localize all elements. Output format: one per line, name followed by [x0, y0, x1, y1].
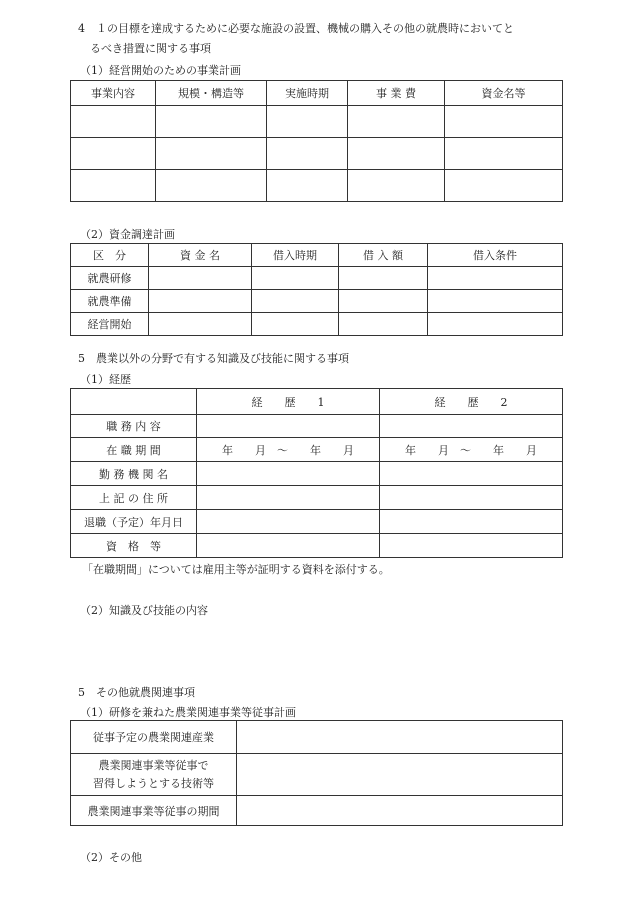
row-label-employment-period: 在 職 期 間 — [71, 438, 197, 462]
table-cell[interactable] — [428, 290, 563, 313]
table-row — [71, 438, 563, 462]
table-cell[interactable] — [445, 138, 563, 170]
table-cell[interactable] — [237, 721, 563, 754]
table-cell[interactable] — [380, 462, 563, 486]
header-category: 区 分 — [71, 244, 149, 267]
row-label-planned-industry: 従事予定の農業関連産業 — [71, 721, 237, 754]
row-label-employer: 勤 務 機 関 名 — [71, 462, 197, 486]
header-implementation-period: 実施時期 — [267, 81, 348, 106]
header-borrow-amount: 借 入 額 — [339, 244, 428, 267]
table-cell[interactable] — [156, 106, 267, 138]
table-cell[interactable] — [380, 510, 563, 534]
related-business-subtitle: （1）研修を兼ねた農業関連事業等従事計画 — [80, 706, 296, 719]
table-row — [71, 721, 563, 754]
table-cell[interactable] — [149, 313, 252, 336]
table-cell[interactable] — [339, 313, 428, 336]
row-label-line: 習得しようとする技術等 — [93, 776, 214, 790]
table-cell[interactable] — [267, 106, 348, 138]
header-business-content: 事業内容 — [71, 81, 156, 106]
header-fund-name: 資金名等 — [445, 81, 563, 106]
table-cell[interactable] — [380, 486, 563, 510]
section4-heading-line1: 4 １の目標を達成するために必要な施設の設置、機械の購入その他の就農時においてと — [78, 22, 514, 35]
header-business-cost: 事 業 費 — [348, 81, 445, 106]
table-row — [71, 486, 563, 510]
header-scale-structure: 規模・構造等 — [156, 81, 267, 106]
row-label-line: 農業関連事業等従事で — [98, 758, 209, 772]
table-cell[interactable] — [348, 106, 445, 138]
table-cell[interactable] — [428, 313, 563, 336]
table-cell[interactable] — [348, 170, 445, 202]
knowledge-subtitle: （2）知識及び技能の内容 — [80, 604, 208, 617]
table-cell[interactable] — [348, 138, 445, 170]
row-label-training: 就農研修 — [71, 267, 149, 290]
table-cell[interactable] — [197, 510, 380, 534]
table-cell[interactable] — [237, 754, 563, 796]
employment-note: 「在職期間」については雇用主等が証明する資料を添付する。 — [82, 563, 390, 576]
related-business-table — [70, 720, 563, 826]
other-subtitle: （2）その他 — [80, 851, 142, 864]
table-cell[interactable] — [156, 170, 267, 202]
section4-heading-line2: るべき措置に関する事項 — [90, 42, 211, 55]
table-row — [71, 290, 563, 313]
table-row — [71, 754, 563, 796]
row-label-preparation: 就農準備 — [71, 290, 149, 313]
header-borrow-conditions: 借入条件 — [428, 244, 563, 267]
period-cell-2[interactable]: 年 月 ～ 年 月 — [380, 438, 563, 462]
table-row — [71, 510, 563, 534]
table-row — [71, 415, 563, 438]
table-row — [71, 534, 563, 558]
career2-header: 経 歴 2 — [380, 389, 563, 415]
row-label-address: 上 記 の 住 所 — [71, 486, 197, 510]
table-cell[interactable] — [71, 170, 156, 202]
table-cell[interactable] — [197, 415, 380, 438]
section5-other-heading: 5 その他就農関連事項 — [78, 686, 195, 699]
career-table — [70, 388, 563, 558]
table-row — [71, 170, 563, 202]
table-cell[interactable] — [197, 486, 380, 510]
period-cell-1[interactable]: 年 月 ～ 年 月 — [197, 438, 380, 462]
table-cell[interactable] — [149, 267, 252, 290]
career1-header: 経 歴 1 — [197, 389, 380, 415]
header-fund-name: 資 金 名 — [149, 244, 252, 267]
table-row — [71, 267, 563, 290]
table-cell[interactable] — [380, 534, 563, 558]
table-row — [71, 313, 563, 336]
row-label-duties: 職 務 内 容 — [71, 415, 197, 438]
table-cell[interactable] — [445, 170, 563, 202]
table-cell[interactable] — [156, 138, 267, 170]
table-cell[interactable] — [149, 290, 252, 313]
plan-subtitle: （1）経営開始のための事業計画 — [80, 64, 241, 77]
row-label-skills-to-learn — [71, 754, 237, 796]
row-label-retirement-date: 退職（予定）年月日 — [71, 510, 197, 534]
table-cell[interactable] — [380, 415, 563, 438]
header-borrow-period: 借入時期 — [252, 244, 339, 267]
fund-subtitle: （2）資金調達計画 — [80, 228, 175, 241]
table-cell[interactable] — [428, 267, 563, 290]
business-plan-table — [70, 80, 563, 202]
table-cell[interactable] — [197, 534, 380, 558]
career-subtitle: （1）経歴 — [80, 373, 131, 386]
table-row — [71, 106, 563, 138]
table-cell[interactable] — [237, 796, 563, 826]
table-row — [71, 796, 563, 826]
table-cell[interactable] — [267, 170, 348, 202]
table-cell[interactable] — [339, 267, 428, 290]
table-cell[interactable] — [197, 462, 380, 486]
table-cell[interactable] — [71, 106, 156, 138]
table-cell[interactable] — [252, 290, 339, 313]
section5-heading: 5 農業以外の分野で有する知識及び技能に関する事項 — [78, 352, 349, 365]
table-cell[interactable] — [71, 138, 156, 170]
table-cell[interactable] — [252, 313, 339, 336]
table-row — [71, 462, 563, 486]
table-cell[interactable] — [252, 267, 339, 290]
row-label-qualifications: 資 格 等 — [71, 534, 197, 558]
fund-plan-table — [70, 243, 563, 336]
row-label-start: 経営開始 — [71, 313, 149, 336]
table-row — [71, 138, 563, 170]
table-cell[interactable] — [267, 138, 348, 170]
table-cell[interactable] — [445, 106, 563, 138]
row-label-engagement-period: 農業関連事業等従事の期間 — [71, 796, 237, 826]
table-cell[interactable] — [339, 290, 428, 313]
